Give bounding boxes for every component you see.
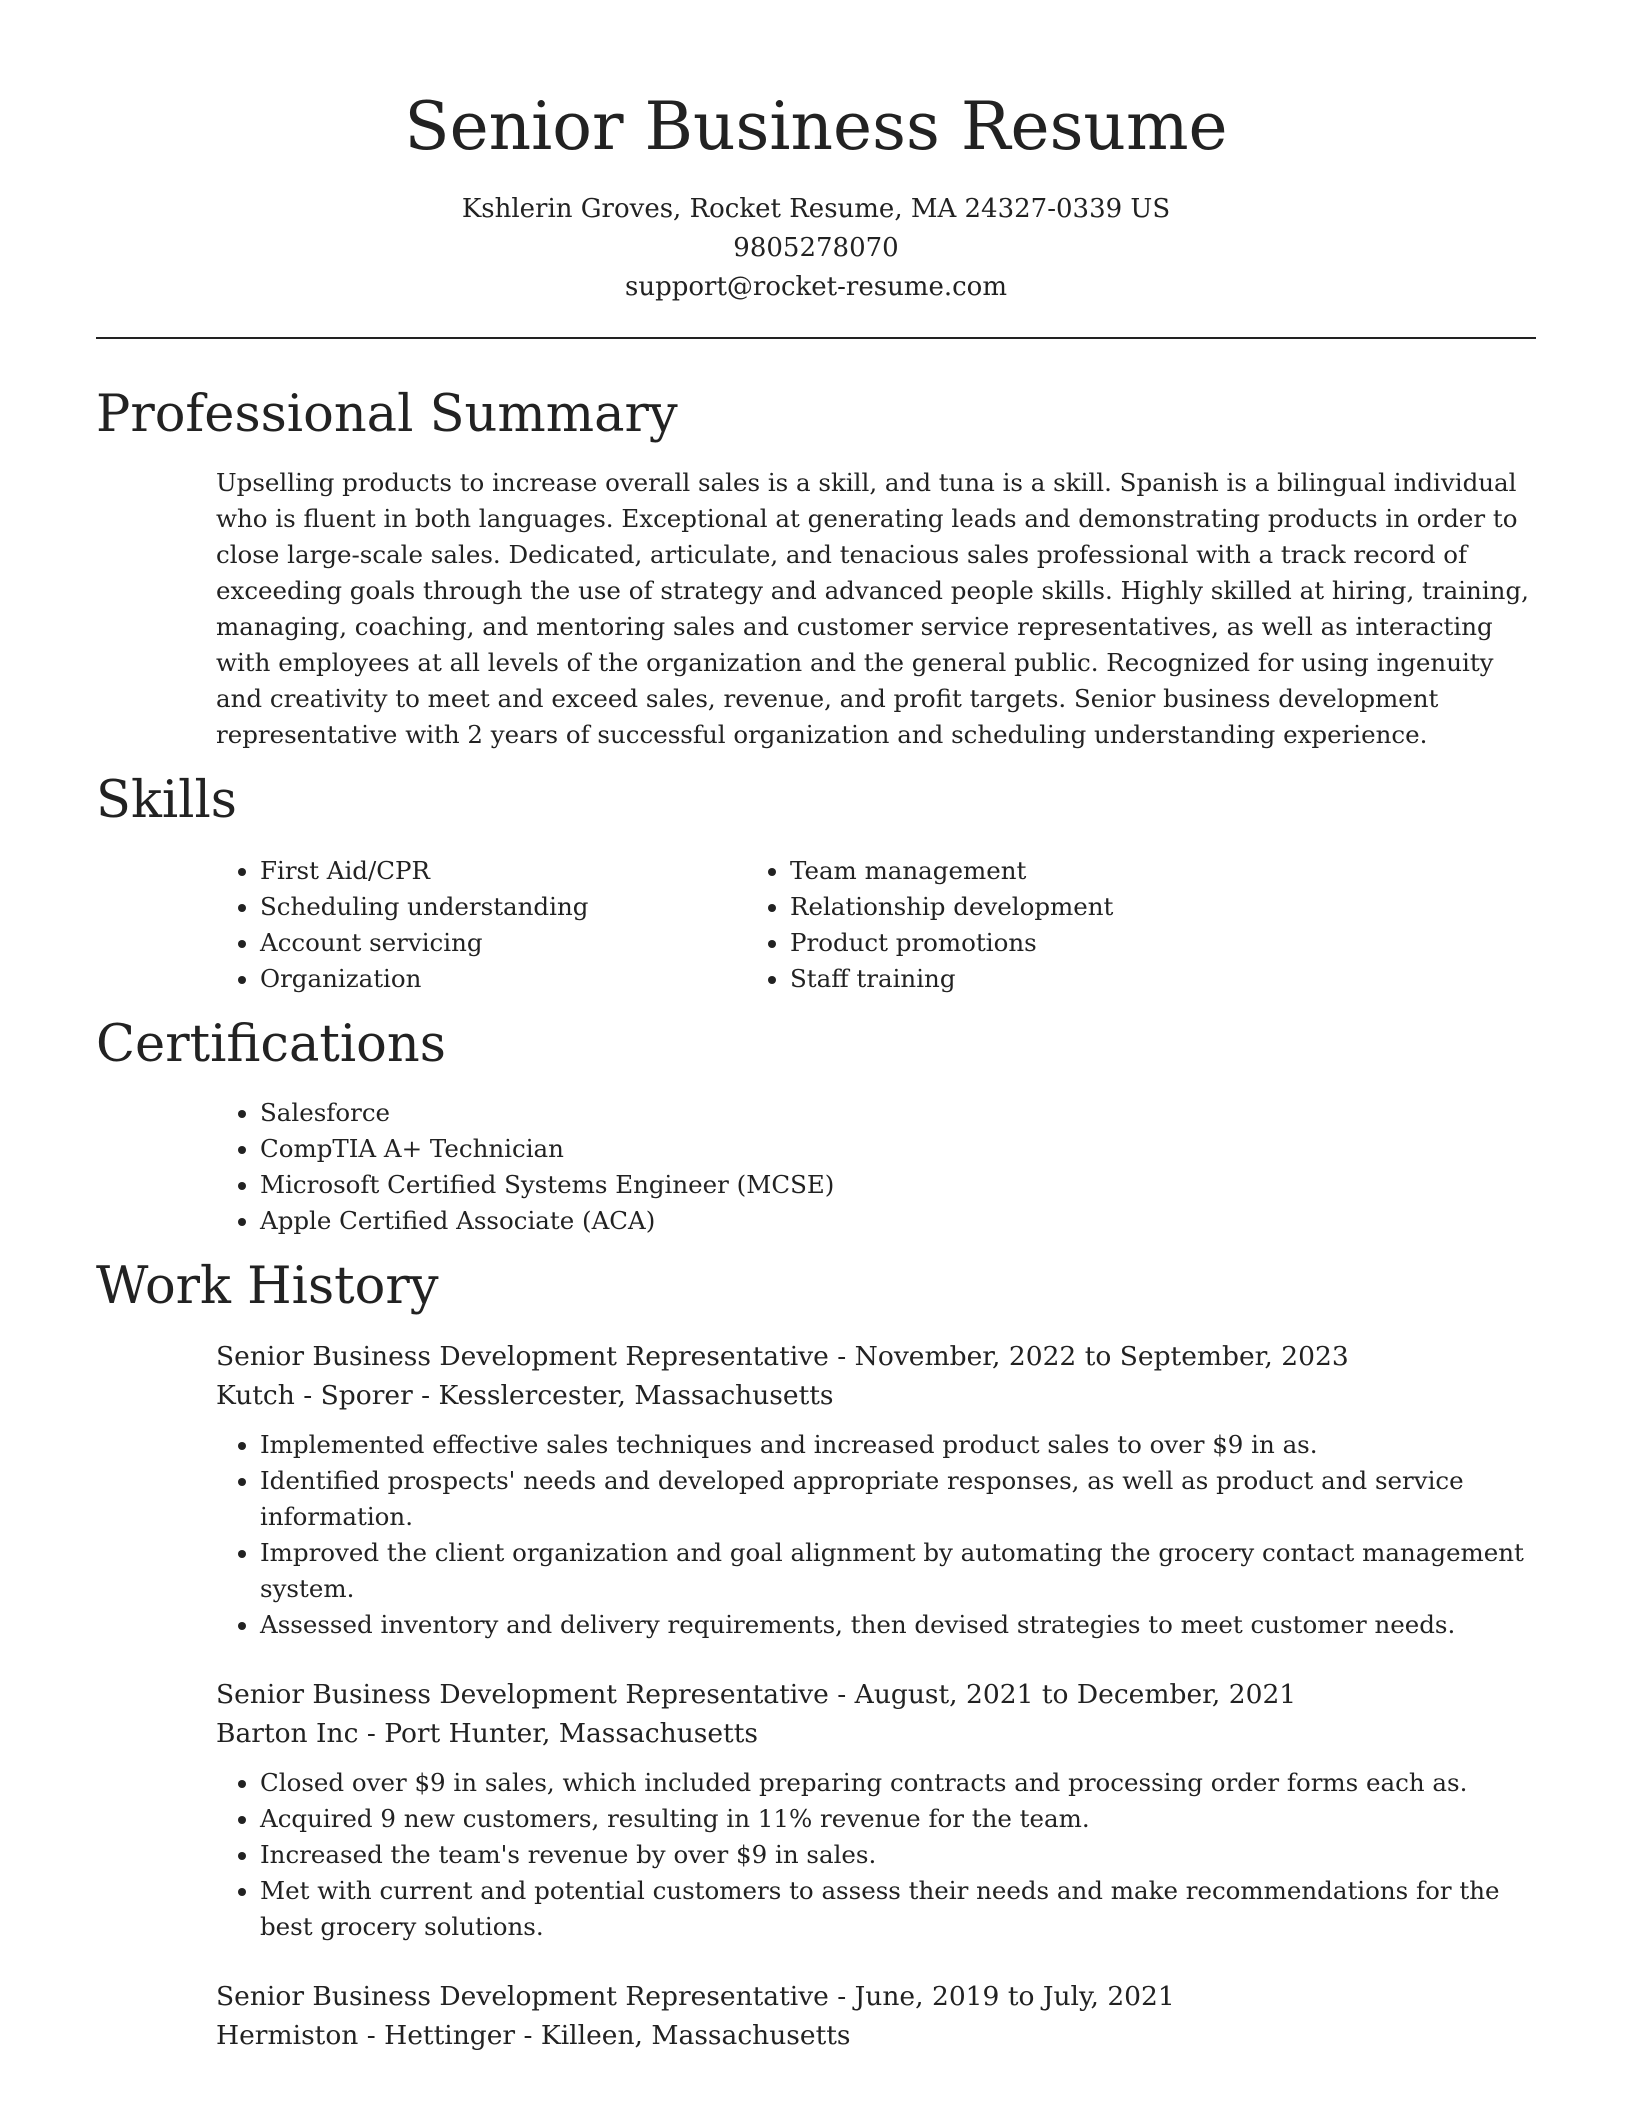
job-role: Senior Business Development Representative bbox=[216, 1341, 829, 1372]
job-dates: - November, 2022 to September, 2023 bbox=[828, 1341, 1349, 1372]
job-title-line bbox=[216, 1675, 1536, 1715]
list-item: • Scheduling understanding bbox=[260, 889, 746, 925]
summary-heading: Professional Summary bbox=[96, 385, 678, 444]
resume-page bbox=[96, 0, 1536, 2055]
list-item: • Product promotions bbox=[790, 925, 1113, 961]
job-entry bbox=[216, 1977, 1536, 2055]
contact-email: support@rocket-resume.com bbox=[624, 272, 1007, 302]
certifications-list bbox=[96, 1095, 1536, 1239]
list-item: • Closed over $9 in sales, which included preparing contracts and processing order forms each as. bbox=[260, 1765, 1536, 1801]
list-item: • Implemented effective sales techniques and increased product sales to over $9 in as. bbox=[260, 1427, 1536, 1463]
list-item: • Identified prospects' needs and developed appropriate responses, as well as product and service information. bbox=[260, 1463, 1536, 1535]
header-divider bbox=[96, 337, 1536, 339]
list-item: • Organization bbox=[260, 961, 746, 997]
job-location: - Port Hunter, Massachusetts bbox=[358, 1718, 758, 1749]
skills-list-left bbox=[96, 853, 746, 997]
professional-summary-section bbox=[96, 383, 1536, 753]
job-role: Senior Business Development Representative bbox=[216, 1981, 829, 2012]
job-location: - Kesslercester, Massachusetts bbox=[412, 1380, 834, 1411]
job-company: Kutch - Sporer bbox=[216, 1380, 413, 1411]
list-item: • First Aid/CPR bbox=[260, 853, 746, 889]
page-title: Senior Business Resume bbox=[404, 88, 1228, 165]
work-history-heading: Work History bbox=[96, 1257, 439, 1316]
job-company-line bbox=[216, 2017, 1536, 2055]
certifications-section bbox=[96, 1013, 1536, 1239]
job-bullets bbox=[216, 1765, 1536, 1945]
list-item: • Microsoft Certified Systems Engineer (MCSE) bbox=[260, 1167, 1536, 1203]
job-company-line bbox=[216, 1715, 1536, 1753]
skills-section bbox=[96, 769, 1536, 997]
resume-header bbox=[96, 0, 1536, 307]
work-history-section bbox=[96, 1255, 1536, 2055]
job-dates: - August, 2021 to December, 2021 bbox=[828, 1679, 1297, 1710]
job-entry bbox=[216, 1675, 1536, 1945]
list-item: • Relationship development bbox=[790, 889, 1113, 925]
list-item: • Staff training bbox=[790, 961, 1113, 997]
job-title-line bbox=[216, 1977, 1536, 2017]
list-item: • Assessed inventory and delivery requirements, then devised strategies to meet customer needs. bbox=[260, 1607, 1536, 1643]
list-item: • Increased the team's revenue by over $9 in sales. bbox=[260, 1837, 1536, 1873]
job-dates: - June, 2019 to July, 2021 bbox=[828, 1981, 1175, 2012]
list-item: • Account servicing bbox=[260, 925, 746, 961]
job-company-line bbox=[216, 1377, 1536, 1415]
summary-text: Upselling products to increase overall sales is a skill, and tuna is a skill. Spanish is a bilingual individual who is fluent in both languages. Exceptional at generating leads and demonstrating products in order to close large-scale sales. Dedicated, articulate, and tenacious sales professional with a track record of exceeding goals through the use of strategy and advanced people skills. Highly skilled at hiring, training, managing, coaching, and mentoring sales and customer service representatives, as well as interacting with employees at all levels of the organization and the general public. Recognized for using ingenuity and creativity to meet and exceed sales, revenue, and profit targets. Senior business development representative with 2 years of successful organization and scheduling understanding experience. bbox=[216, 468, 1529, 749]
list-item: • Team management bbox=[790, 853, 1113, 889]
list-item: • Acquired 9 new customers, resulting in 11% revenue for the team. bbox=[260, 1801, 1536, 1837]
contact-info bbox=[96, 190, 1536, 307]
certifications-heading: Certifications bbox=[96, 1015, 446, 1074]
job-bullets bbox=[216, 1427, 1536, 1643]
list-item: • Salesforce bbox=[260, 1095, 1536, 1131]
list-item: • Improved the client organization and goal alignment by automating the grocery contact management system. bbox=[260, 1535, 1536, 1607]
job-entry bbox=[216, 1337, 1536, 1643]
skills-list-right bbox=[746, 853, 1113, 997]
job-role: Senior Business Development Representative bbox=[216, 1679, 829, 1710]
skills-grid bbox=[96, 853, 1536, 997]
job-company: Barton Inc bbox=[216, 1718, 359, 1749]
job-location: - Killeen, Massachusetts bbox=[515, 2020, 851, 2051]
list-item: • CompTIA A+ Technician bbox=[260, 1131, 1536, 1167]
list-item: • Apple Certified Associate (ACA) bbox=[260, 1203, 1536, 1239]
job-title-line bbox=[216, 1337, 1536, 1377]
job-company: Hermiston - Hettinger bbox=[216, 2020, 516, 2051]
skills-heading: Skills bbox=[96, 771, 237, 830]
contact-phone: 9805278070 bbox=[733, 233, 899, 263]
list-item: • Met with current and potential customers to assess their needs and make recommendations for the best grocery solutions. bbox=[260, 1873, 1536, 1945]
contact-address: Kshlerin Groves, Rocket Resume, MA 24327-0339 US bbox=[461, 194, 1171, 224]
